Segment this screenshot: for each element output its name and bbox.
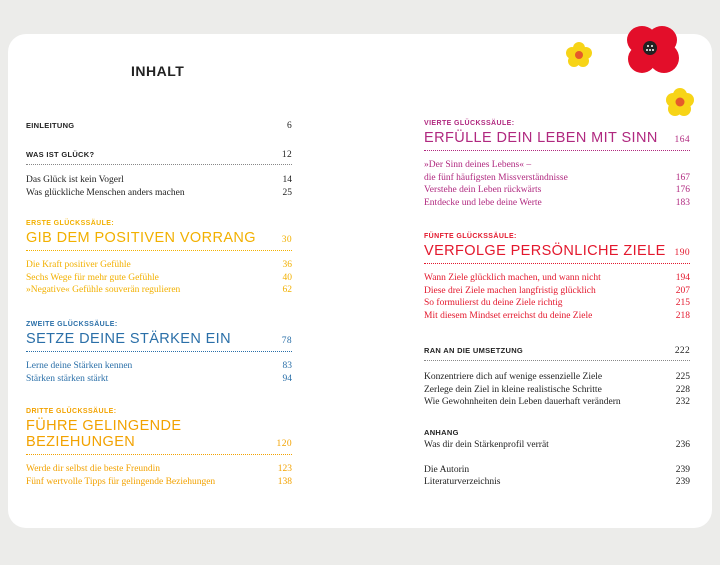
section-pillar-4: [424, 120, 690, 209]
toc-entry[interactable]: Diese drei Ziele machen langfristig glücklich 207: [424, 285, 690, 296]
red-poppy-icon: [624, 24, 680, 78]
pillar-label: ZWEITE GLÜCKSSÄULE:: [26, 321, 118, 328]
toc-entry[interactable]: Lerne deine Stärken kennen 83: [26, 361, 292, 371]
toc-pillar-heading[interactable]: SETZE DEINE STÄRKEN EIN 78: [26, 331, 292, 352]
toc-entry[interactable]: Literaturverzeichnis 239: [424, 477, 690, 487]
toc-entry[interactable]: Verstehe dein Leben rückwärts 176: [424, 185, 690, 195]
toc-entry[interactable]: Die Autorin 239: [424, 464, 690, 475]
toc-heading-was-ist-glueck[interactable]: WAS IST GLÜCK? 12: [26, 150, 292, 165]
section-pillar-1: [26, 220, 292, 297]
section-pillar-3: [26, 408, 292, 488]
page-title: INHALT: [131, 63, 185, 79]
toc-pillar-heading[interactable]: ERFÜLLE DEIN LEBEN MIT SINN 164: [424, 130, 690, 151]
toc-entry[interactable]: die fünf häufigsten Missverständnisse 167: [424, 172, 690, 183]
pillar-label: DRITTE GLÜCKSSÄULE:: [26, 408, 117, 415]
toc-entry[interactable]: Die Kraft positiver Gefühle 36: [26, 260, 292, 270]
toc-pillar-heading[interactable]: FÜHRE GELINGENDE BEZIEHUNGEN 120: [26, 418, 292, 455]
section-was-ist-glueck: [26, 150, 292, 199]
toc-heading-einleitung[interactable]: EINLEITUNG 6: [26, 121, 292, 131]
yellow-flower-icon: [566, 42, 592, 68]
toc-entry[interactable]: Werde dir selbst die beste Freundin 123: [26, 464, 292, 474]
toc-entry[interactable]: Was glückliche Menschen anders machen 25: [26, 187, 292, 198]
toc-entry[interactable]: Das Glück ist kein Vogerl 14: [26, 175, 292, 185]
yellow-flower-small-icon: [666, 88, 694, 116]
section-pillar-2: [26, 321, 292, 385]
toc-entry[interactable]: Mit diesem Mindset erreichst du deine Ziele 218: [424, 310, 690, 321]
section-pillar-5: [424, 233, 690, 322]
toc-entry[interactable]: Wie Gewohnheiten dein Leben dauerhaft verändern 232: [424, 397, 690, 407]
toc-entry[interactable]: Wann Ziele glücklich machen, und wann nicht 194: [424, 273, 690, 283]
toc-entry[interactable]: Sechs Wege für mehr gute Gefühle 40: [26, 272, 292, 283]
toc-entry[interactable]: Stärken stärken stärkt 94: [26, 373, 292, 384]
toc-heading-anhang[interactable]: ANHANG: [424, 428, 459, 437]
toc-entry[interactable]: Konzentriere dich auf wenige essenzielle Ziele 225: [424, 372, 690, 382]
toc-entry[interactable]: Entdecke und lebe deine Werte 183: [424, 197, 690, 208]
pillar-label: FÜNFTE GLÜCKSSÄULE:: [424, 233, 517, 240]
pillar-label: ERSTE GLÜCKSSÄULE:: [26, 220, 115, 227]
pillar-label: VIERTE GLÜCKSSÄULE:: [424, 120, 515, 127]
toc-entry[interactable]: Zerlege dein Ziel in kleine realistische Schritte 228: [424, 384, 690, 395]
toc-heading-umsetzung[interactable]: RAN AN DIE UMSETZUNG 222: [424, 346, 690, 361]
toc-entry[interactable]: Was dir dein Stärkenprofil verrät 236: [424, 440, 690, 450]
toc-entry[interactable]: »Der Sinn deines Lebens« –: [424, 160, 532, 170]
section-anhang: [424, 428, 690, 489]
toc-entry[interactable]: So formulierst du deine Ziele richtig 215: [424, 298, 690, 308]
toc-entry[interactable]: Fünf wertvolle Tipps für gelingende Beziehungen 138: [26, 476, 292, 487]
section-umsetzung: [424, 346, 690, 409]
toc-pillar-heading[interactable]: VERFOLGE PERSÖNLICHE ZIELE 190: [424, 243, 690, 264]
toc-entry[interactable]: »Negative« Gefühle souverän regulieren 62: [26, 285, 292, 295]
toc-pillar-heading[interactable]: GIB DEM POSITIVEN VORRANG 30: [26, 230, 292, 251]
section-einleitung: [26, 121, 292, 135]
